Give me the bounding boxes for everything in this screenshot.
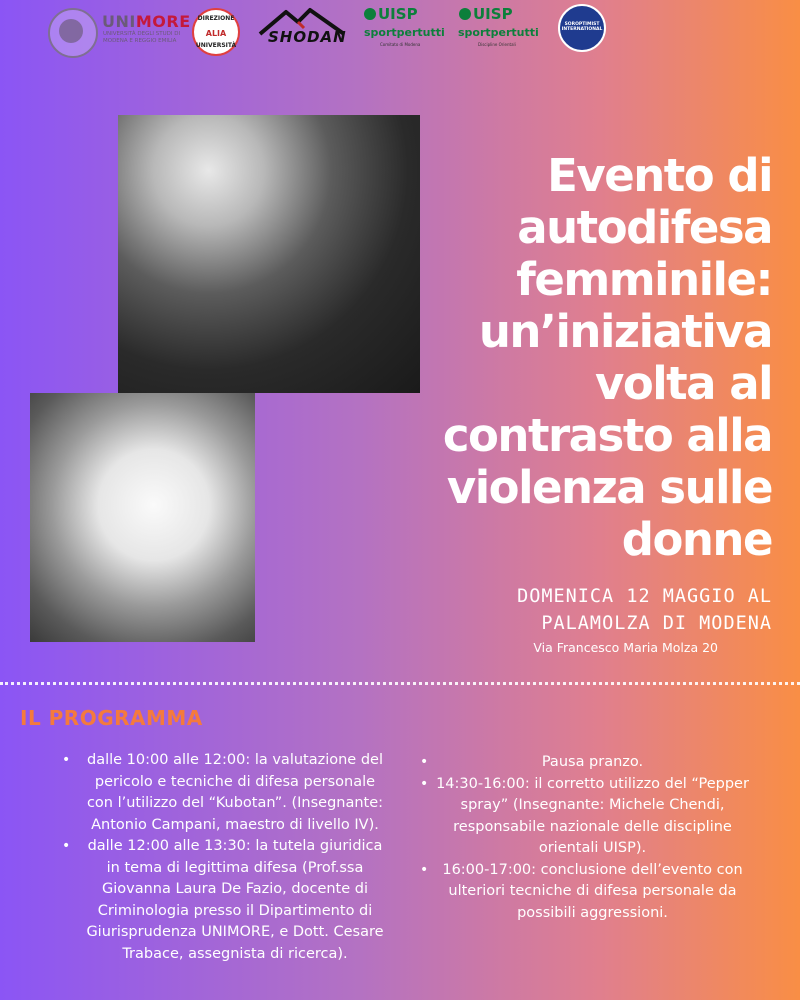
unimore-logo-text [102, 12, 191, 31]
programma-left-list [62, 750, 385, 965]
event-address: Via Francesco Maria Molza 20 [533, 640, 718, 655]
bullet-icon: • [420, 861, 429, 878]
title-line: un’iniziativa [478, 305, 772, 358]
programma-item [62, 750, 385, 836]
alia-badge-logo [192, 8, 240, 56]
event-title [392, 150, 772, 566]
bullet-icon: • [62, 838, 71, 854]
programma-item [420, 860, 755, 925]
title-line: contrasto alla [442, 409, 772, 462]
soroptimist-logo [558, 4, 606, 52]
title-line: femminile: [516, 253, 772, 306]
event-date [372, 583, 772, 637]
uisp2-tiny: Discipline Orientali [478, 42, 516, 47]
programma-right-list [420, 752, 755, 924]
programma-item [62, 836, 385, 965]
uisp1-sub: sportpertutti [364, 26, 445, 39]
programma-item [420, 774, 755, 860]
programma-item-text: dalle 12:00 alle 13:30: la tutela giuridica in tema di legittima difesa (Prof.ssa Giovanna Laura De Fazio, docente di Criminologia presso il Dipartimento di Giurisprudenza UNIMORE, e Dott. Cesare Trabace, assegnista di ricerca). [86, 838, 384, 962]
soroptimist-text: SOROPTIMIST INTERNATIONAL [561, 22, 603, 32]
logo-strip [0, 0, 800, 62]
unimore-more: MORE [135, 12, 191, 31]
alia-bottom-text: UNIVERSITÀ [195, 42, 237, 49]
bullet-icon: • [420, 775, 429, 792]
programma-item-text: Pausa pranzo. [541, 754, 644, 770]
unimore-uni: UNI [102, 12, 136, 31]
uisp1-name: UISP [378, 5, 418, 23]
programma-item-text: 14:30-16:00: il corretto utilizzo del “Pepper spray” (Insegnante: Michele Chendi, responsabile nazionale delle discipline orientali UISP). [436, 775, 749, 856]
dotted-divider [0, 682, 800, 685]
date-line: DOMENICA 12 MAGGIO AL [517, 586, 772, 607]
uisp-ball-icon [364, 8, 376, 20]
university-seal-logo [48, 8, 98, 58]
shodan-logo-text: SHODAN [268, 28, 347, 46]
seal-emblem-icon [59, 19, 83, 43]
programma-item-text: dalle 10:00 alle 12:00: la valutazione del pericolo e tecniche di difesa personale con l’utilizzo del “Kubotan”. (Insegnante: Antonio Campani, maestro di livello IV). [86, 752, 384, 833]
uisp2-name: UISP [473, 5, 513, 23]
krav-maga-photo [118, 115, 420, 393]
uisp2-sub: sportpertutti [458, 26, 539, 39]
alia-mid-text: ALIA [205, 29, 227, 38]
title-line: volta al [594, 357, 772, 410]
judo-photo [30, 393, 255, 642]
title-line: autodifesa [517, 201, 772, 254]
title-line: violenza sulle [446, 461, 772, 514]
uisp-ball-icon [459, 8, 471, 20]
alia-top-text: DIREZIONE [197, 15, 235, 22]
unimore-subtitle: UNIVERSITÀ DEGLI STUDI DI MODENA E REGGIO EMILIA [103, 31, 181, 44]
title-line: donne [621, 513, 772, 566]
programma-heading: IL PROGRAMMA [20, 706, 203, 730]
bullet-icon: • [62, 752, 71, 768]
date-line: PALAMOLZA DI MODENA [541, 613, 772, 634]
bullet-icon: • [420, 754, 429, 770]
programma-item [420, 752, 755, 774]
title-line: Evento di [547, 149, 772, 202]
uisp1-tiny: Comitato di Modena [380, 42, 421, 47]
programma-item-text: 16:00-17:00: conclusione dell’evento con ulteriori tecniche di difesa personale da possibili aggressioni. [442, 861, 743, 921]
